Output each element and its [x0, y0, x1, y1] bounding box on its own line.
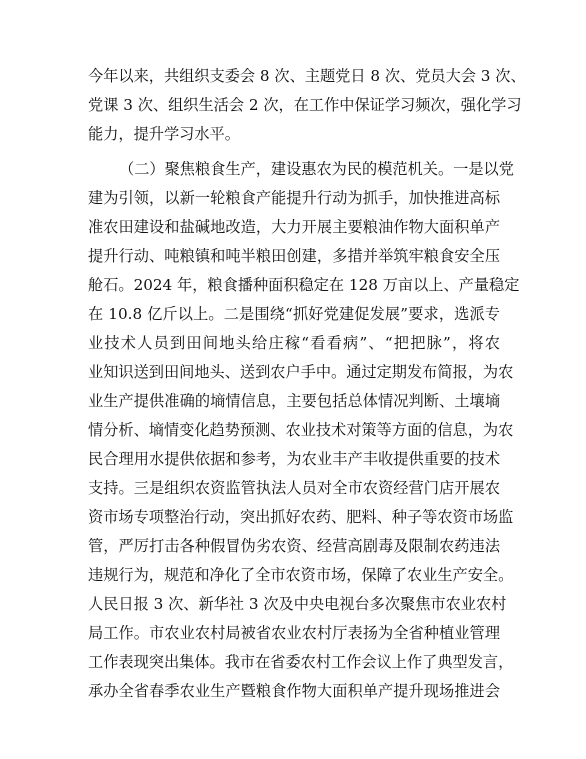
text-line: 能力，提升学习水平。	[88, 125, 240, 143]
text-line: 工作表现突出集体。我市在省委农村工作会议上作了典型发言，	[88, 653, 514, 671]
text-line: 情分析、墒情变化趋势预测、农业技术对策等方面的信息，为农	[88, 421, 514, 439]
text-line: 准农田建设和盐碱地改造，大力开展主要粮油作物大面积单产	[88, 218, 500, 236]
text-line: 建为引领，以新一轮粮食产能提升行动为抓手，加快推进高标	[88, 189, 500, 207]
text-line: 管，严厉打击各种假冒伪劣农资、经营高剧毒及限制农药违法	[88, 537, 500, 555]
text-line: 提升行动、吨粮镇和吨半粮田创建，多措并举筑牢粮食安全压	[88, 247, 500, 265]
paragraph	[88, 62, 526, 149]
text-line: （二）聚焦粮食生产，建设惠农为民的模范机关。一是以党	[119, 160, 514, 178]
text-line: 承办全省春季农业生产暨粮食作物大面积单产提升现场推进会	[88, 682, 500, 700]
text-line: 人民日报 3 次、新华社 3 次及中央电视台多次聚焦市农业农村	[88, 595, 507, 613]
text-line: 在 10.8 亿斤以上。二是围绕“抓好党建促发展”要求，选派专	[88, 305, 500, 323]
document-body	[88, 62, 526, 706]
text-line: 舱石。2024 年，粮食播种面积稳定在 128 万亩以上、产量稳定	[88, 276, 520, 294]
text-line: 违规行为，规范和净化了全市农资市场，保障了农业生产安全。	[88, 566, 514, 584]
text-line: 业生产提供准确的墒情信息，主要包括总体情况判断、土壤墒	[88, 392, 500, 410]
text-line: 支持。三是组织农资监管执法人员对全市农资经营门店开展农	[88, 479, 500, 497]
text-line: 资市场专项整治行动，突出抓好农药、肥料、种子等农资市场监	[88, 508, 514, 526]
text-line: 业知识送到田间地头、送到农户手中。通过定期发布简报，为农	[88, 363, 514, 381]
text-line: 局工作。市农业农村局被省农业农村厅表扬为全省种植业管理	[88, 624, 500, 642]
text-line: 业技术人员到田间地头给庄稼“看看病”、“把把脉”，将农	[88, 334, 500, 352]
text-line: 今年以来，共组织支委会 8 次、主题党日 8 次、党员大会 3 次、	[88, 67, 526, 85]
text-line: 党课 3 次、组织生活会 2 次，在工作中保证学习频次，强化学习	[88, 96, 522, 114]
text-line: 民合理用水提供依据和参考，为农业丰产丰收提供重要的技术	[88, 450, 500, 468]
paragraph	[88, 155, 520, 706]
